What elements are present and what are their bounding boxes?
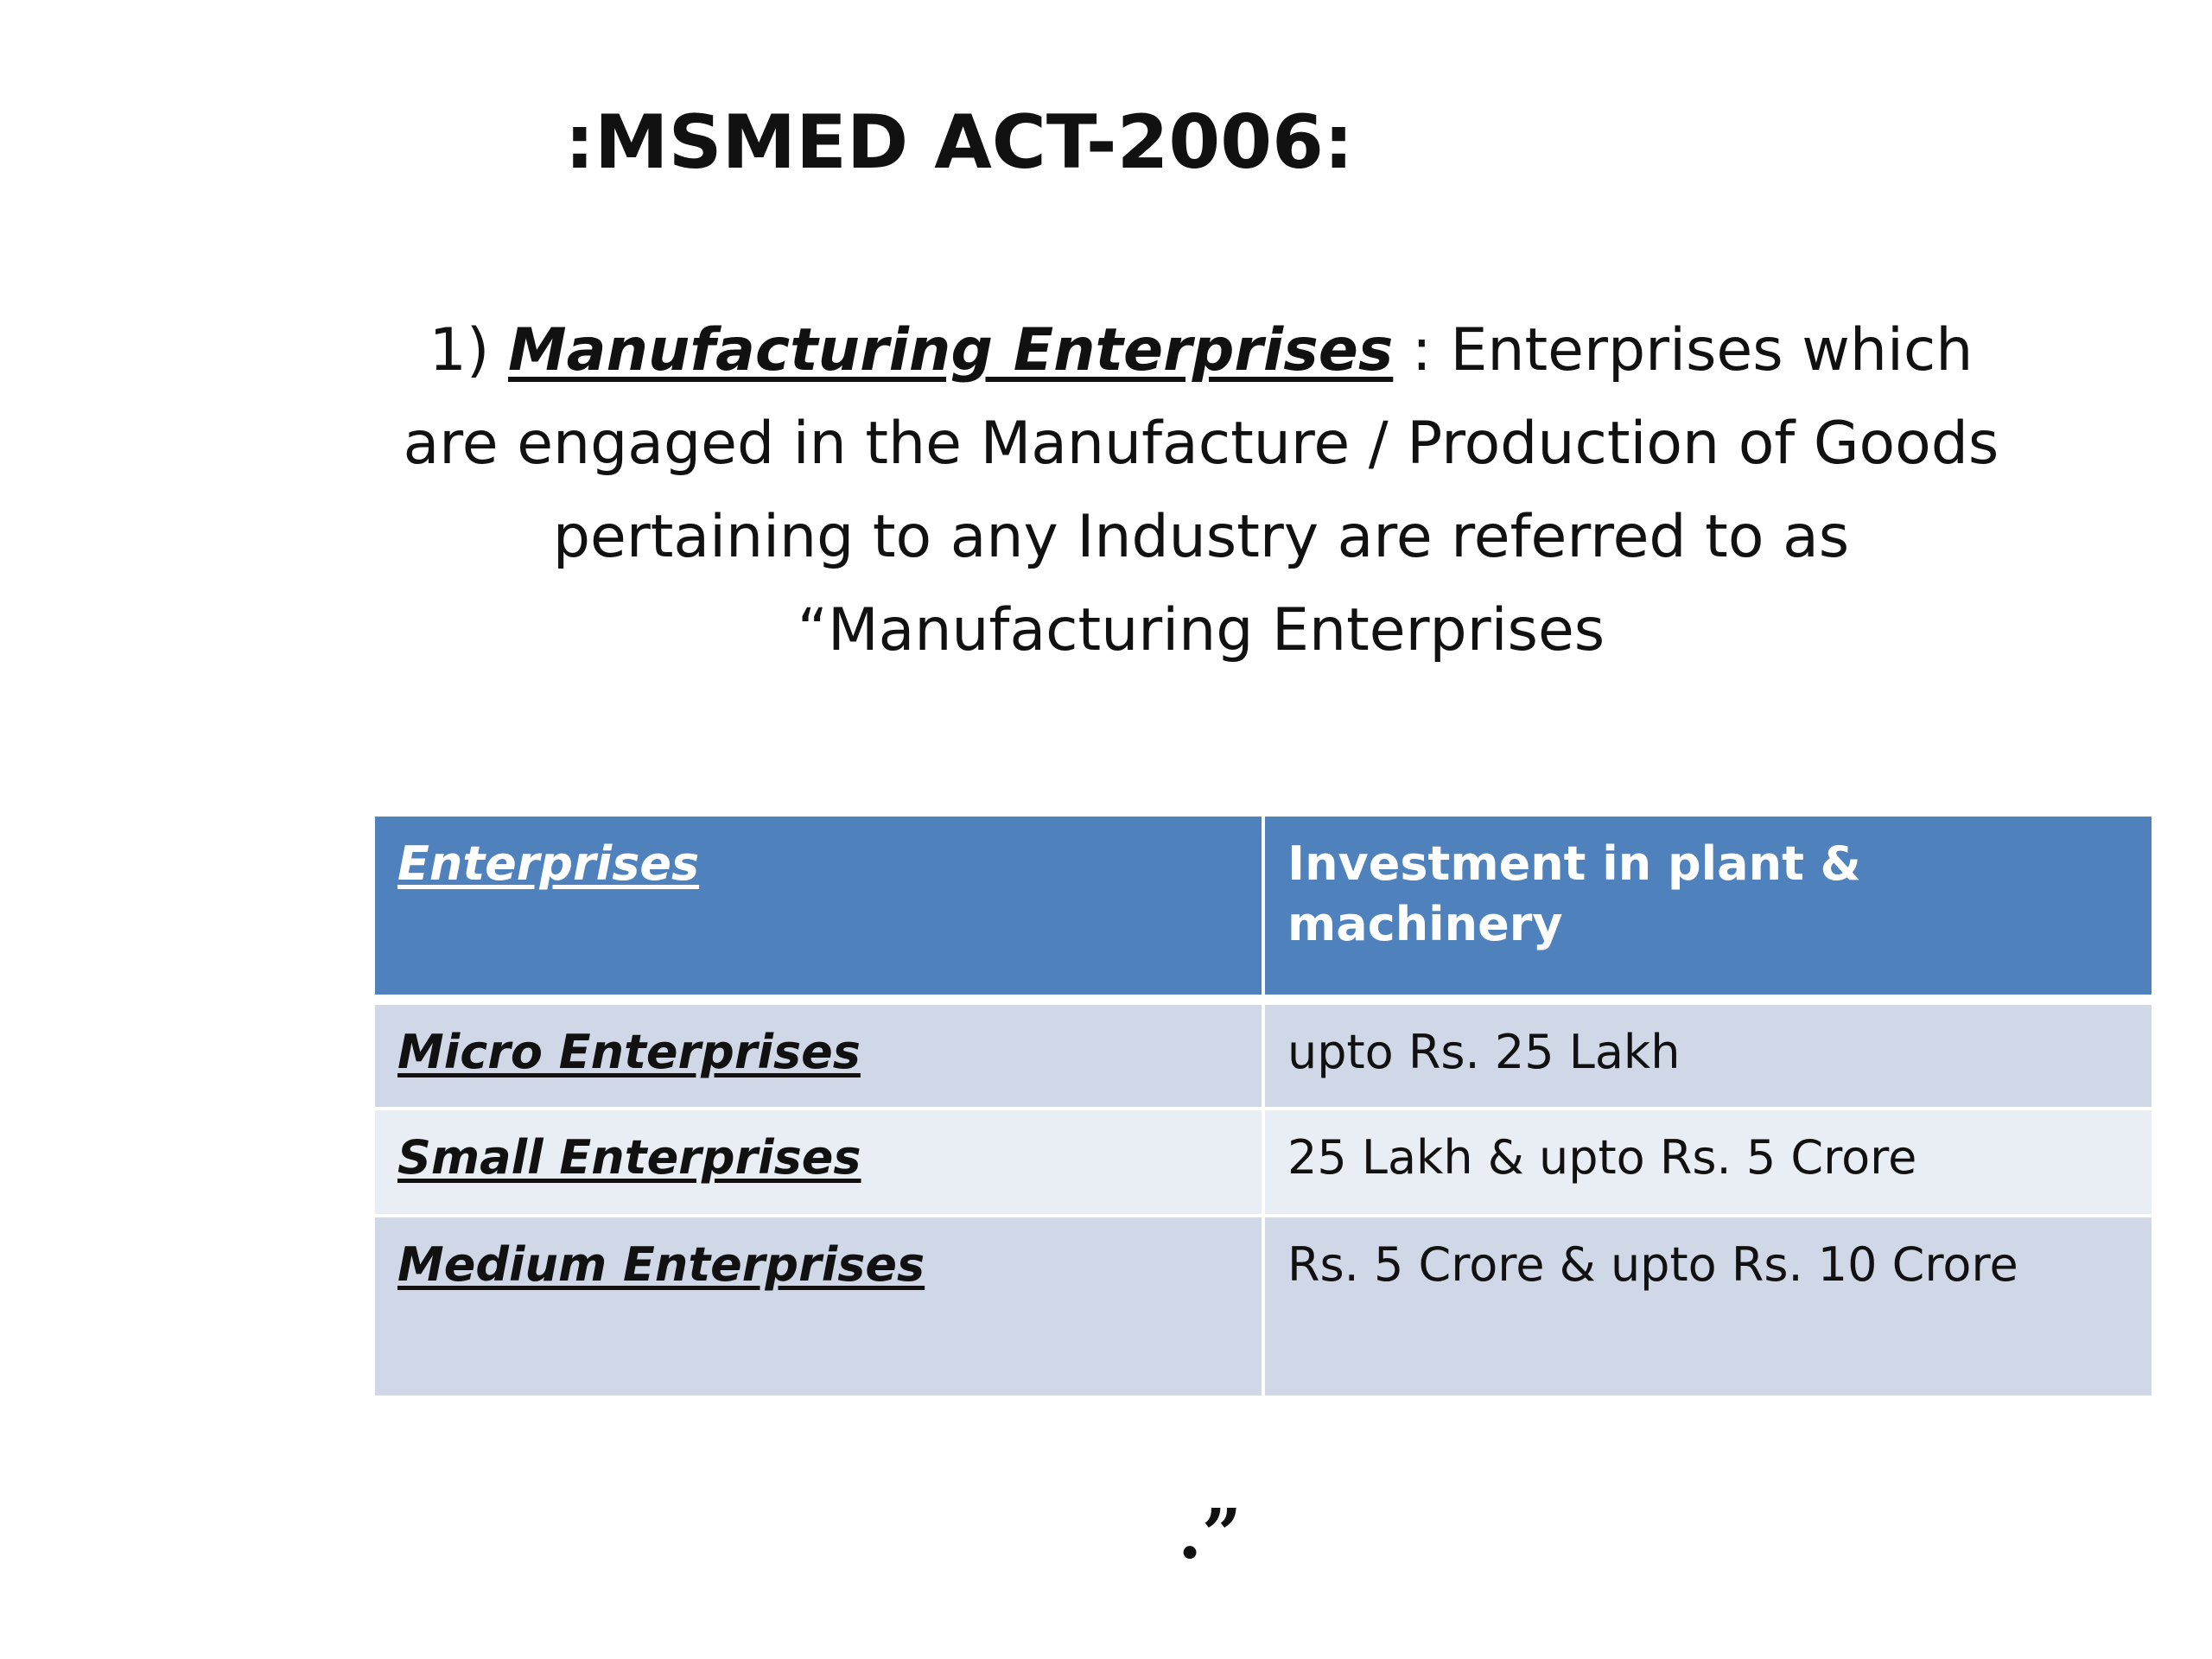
table-row <box>373 1109 2153 1216</box>
investment-cell: Rs. 5 Crore & upto Rs. 10 Crore <box>1263 1216 2153 1397</box>
slide-title: :MSMED ACT-2006: <box>564 99 1354 186</box>
table-header-row <box>373 817 2153 1000</box>
closing-quote-mark: .” <box>1178 1493 1242 1574</box>
msme-classification-table <box>372 817 2155 1399</box>
intro-number: 1) <box>429 316 490 385</box>
investment-cell: 25 Lakh & upto Rs. 5 Crore <box>1263 1109 2153 1216</box>
enterprise-cell: Medium Enterprises <box>373 1216 1263 1397</box>
intro-paragraph <box>380 304 2022 677</box>
intro-term: Manufacturing Enterprises <box>508 316 1394 385</box>
intro-separator: : <box>1393 316 1451 385</box>
table-row <box>373 1000 2153 1109</box>
enterprise-cell: Small Enterprises <box>373 1109 1263 1216</box>
enterprise-cell: Micro Enterprises <box>373 1000 1263 1109</box>
header-investment: Investment in plant & machinery <box>1263 817 2153 1000</box>
table-row <box>373 1216 2153 1397</box>
header-enterprises: Enterprises <box>373 817 1263 1000</box>
investment-cell: upto Rs. 25 Lakh <box>1263 1000 2153 1109</box>
intro-text: Enterprises which are engaged in the Manufacture / Production of Goods pertaining to any Industry are referred to as “Manufacturing Enterprises <box>403 316 1999 664</box>
